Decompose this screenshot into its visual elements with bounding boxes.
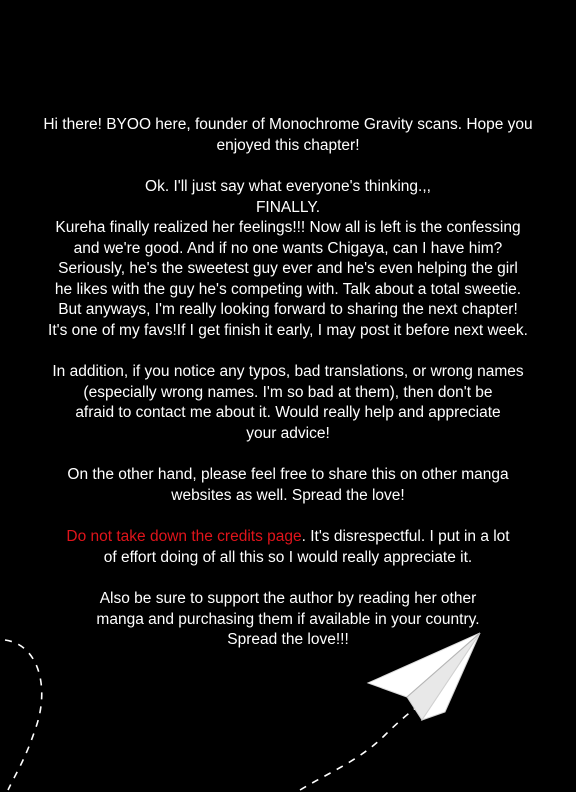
feedback-paragraph: In addition, if you notice any typos, bad translations, or wrong names (especially wrong names. I'm so bad at them), then don't be afraid to contact me about it. Would really help and appreciate your advice!	[52, 363, 524, 442]
chapter-thoughts-paragraph: Ok. I'll just say what everyone's thinking.,, FINALLY. Kureha finally realized her feelings!!! Now all is left is the confessing and we're good. And if no one wants Chigaya, can I have him? Seriously, he's the sweetest guy ever and he's even helping the girl he likes with the guy he's competing with. Talk about a total sweetie. But anyways, I'm really looking forward to sharing the next chapter! It's one of my favs!If I get finish it early, I may post it before next week.	[48, 178, 528, 339]
credits-rest: . It's disrespectful. I put in a lot of effort doing of all this so I would really appreciate it.	[103, 528, 510, 566]
closing-paragraph: Also be sure to support the author by reading her other manga and purchasing them if available in your country. Spread the love!!!	[96, 590, 480, 648]
plane-trail	[300, 705, 420, 790]
intro-paragraph: Hi there! BYOO here, founder of Monochrome Gravity scans. Hope you enjoyed this chapter!	[43, 116, 533, 154]
share-paragraph: On the other hand, please feel free to share this on other manga websites as well. Spread the love!	[67, 466, 509, 504]
credits-warning: Do not take down the credits page	[66, 528, 302, 545]
paper-plane-icon	[368, 633, 480, 720]
dashed-flight-path	[5, 640, 42, 790]
